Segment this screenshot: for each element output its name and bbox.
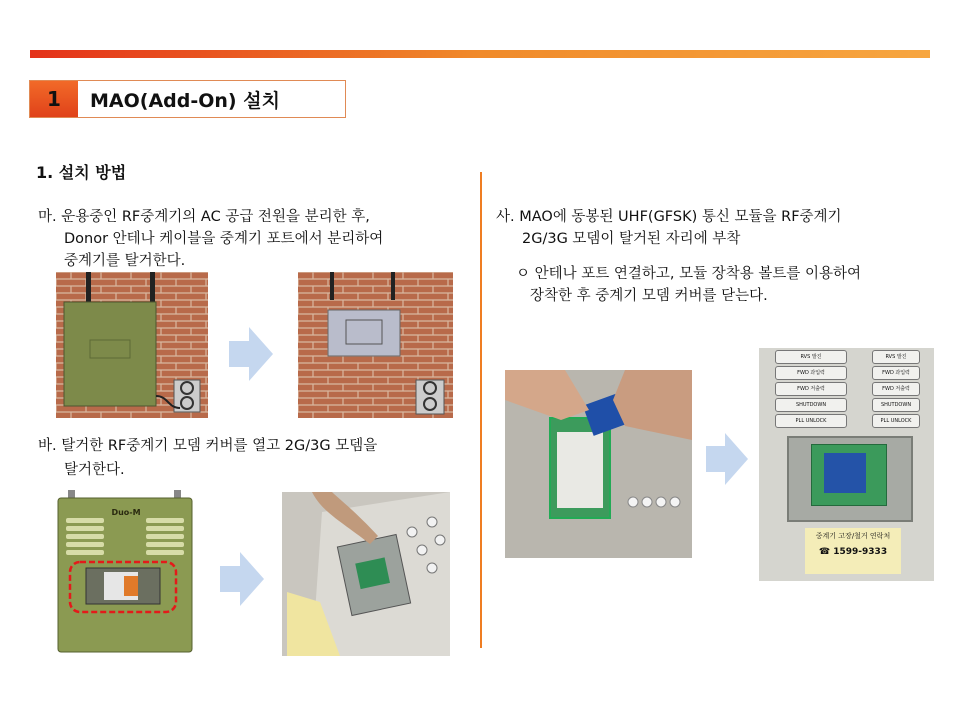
label-pll-left: PLL UNLOCK: [775, 414, 847, 428]
step-ba: [38, 435, 377, 481]
photo-module-installed: [759, 348, 934, 581]
label-rvs-right: RVS 발진: [872, 350, 920, 364]
step-ba-line2: 탈거한다.: [64, 462, 125, 478]
label-rvs-left: RVS 발진: [775, 350, 847, 364]
label-shutdown-right: SHUTDOWN: [872, 398, 920, 412]
step-sub-line1: ㅇ 안테나 포트 연결하고, 모듈 장착용 볼트를 이용하여: [516, 266, 862, 282]
photo-repeater-on-wall: [56, 272, 208, 418]
button-column-left: [775, 348, 847, 430]
section-header: [29, 80, 346, 118]
step-sa-line1: 사. MAO에 동봉된 UHF(GFSK) 통신 모듈을 RF중계기: [496, 209, 842, 225]
step-sa-line2: 2G/3G 모뎀이 탈거된 자리에 부착: [522, 231, 741, 247]
step-ba-line1: 바. 탈거한 RF중계기 모뎀 커버를 열고 2G/3G 모뎀을: [38, 438, 378, 454]
photo-modem-removal: [282, 492, 450, 656]
install-method-heading: 1. 설치 방법: [36, 163, 127, 182]
section-title: MAO(Add-On) 설치: [90, 89, 280, 112]
header-accent-bar: [30, 50, 930, 58]
step-ma: [38, 206, 383, 272]
arrow-right-icon: [229, 327, 273, 381]
label-pll-right: PLL UNLOCK: [872, 414, 920, 428]
column-divider: [480, 172, 482, 648]
button-column-right: [872, 348, 920, 430]
sticker-phone: ☎ 1599-9333: [818, 547, 888, 557]
modem-bay: [787, 436, 913, 522]
step-sa-sub: [516, 263, 861, 307]
label-fwd-low-right: FWD 저출력: [872, 382, 920, 396]
device-brand: Duo-M: [111, 508, 141, 517]
contact-sticker: [805, 528, 901, 574]
pcb-board: [811, 444, 887, 506]
step-sa: [496, 206, 842, 250]
arrow-right-icon: [220, 552, 264, 606]
label-fwd-over-left: FWD 과입력: [775, 366, 847, 380]
section-number: 1: [30, 81, 78, 117]
arrow-right-icon: [706, 433, 748, 485]
label-shutdown-left: SHUTDOWN: [775, 398, 847, 412]
step-ma-line1: 마. 운용중인 RF중계기의 AC 공급 전원을 분리한 후,: [38, 209, 370, 225]
step-ma-line3: 중계기를 탈거한다.: [64, 253, 186, 269]
photo-empty-bracket: [298, 272, 453, 418]
photo-module-attach: [505, 370, 692, 558]
step-ma-line2: Donor 안테나 케이블을 중계기 포트에서 분리하여: [64, 231, 384, 247]
photo-repeater-front: [56, 490, 196, 656]
label-fwd-low-left: FWD 저출력: [775, 382, 847, 396]
label-fwd-over-right: FWD 과입력: [872, 366, 920, 380]
step-sub-line2: 장착한 후 중계기 모뎀 커버를 닫는다.: [530, 288, 768, 304]
sticker-line1: 중계기 고장/철거 연락처: [815, 532, 891, 540]
uhf-module: [824, 453, 866, 493]
